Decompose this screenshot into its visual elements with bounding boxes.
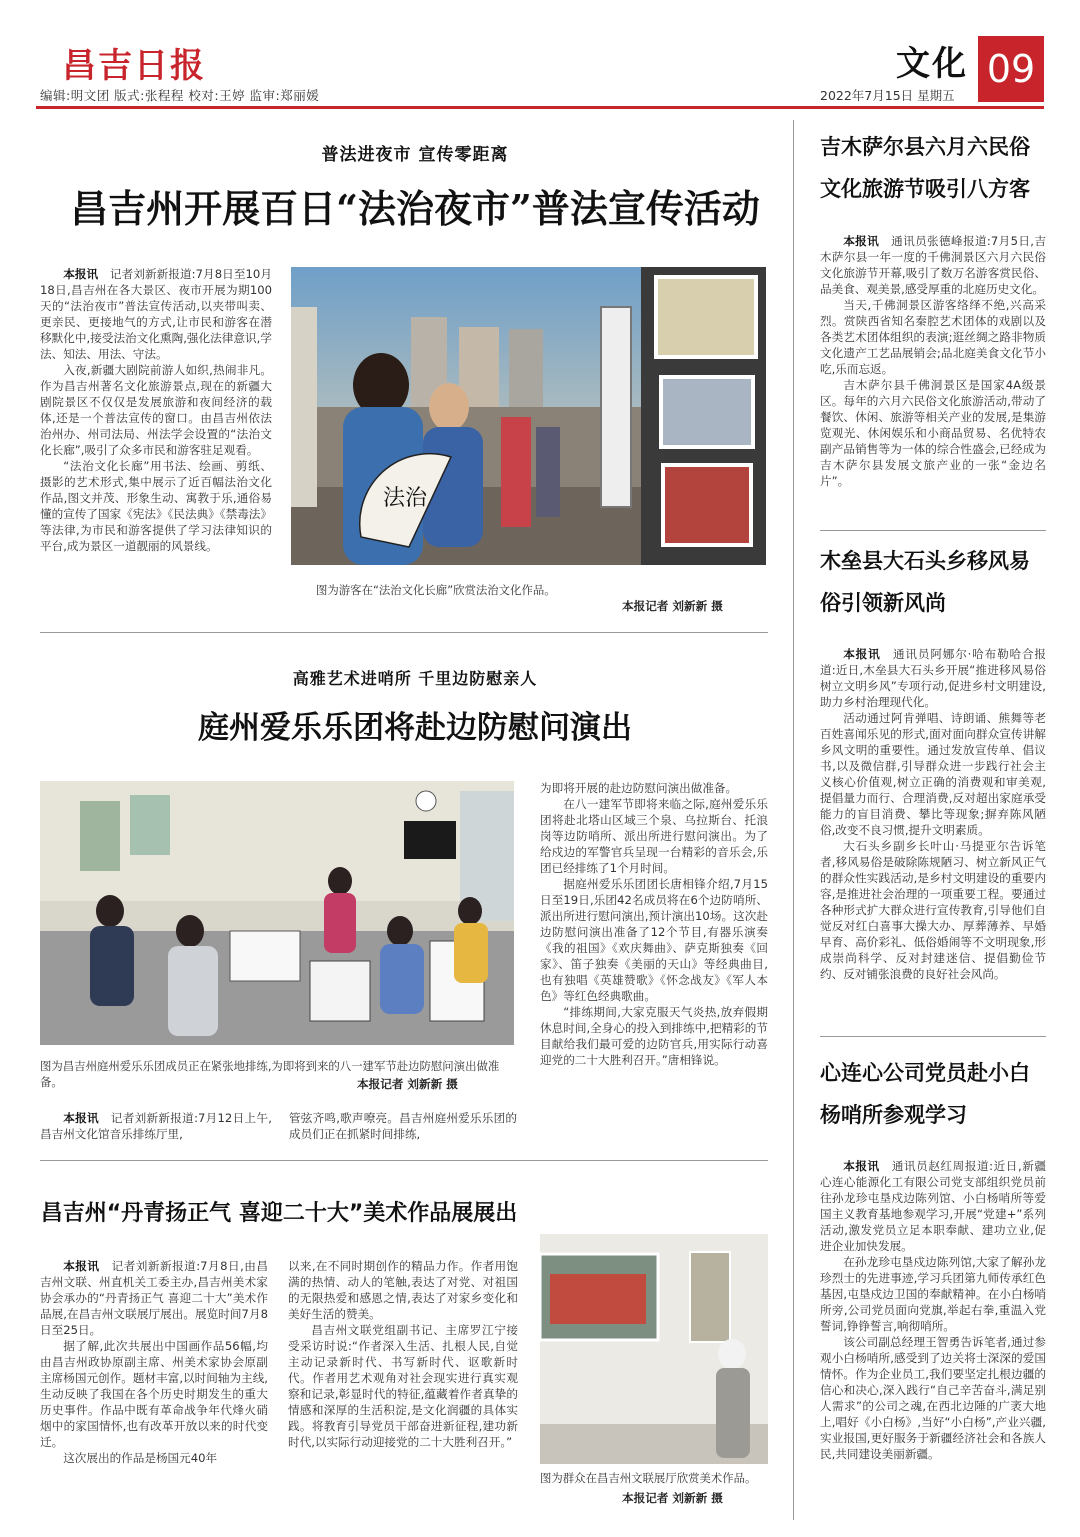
article1-credit: 本报记者 刘新新 摄 (622, 599, 723, 613)
article3-body-col2 (288, 1258, 518, 1520)
sidebar3-text3: 该公司副总经理王智勇告诉笔者,通过参观小白杨哨所,感受到了边关将士深深的爱国情怀。作为企业员工,我们要坚定扎根边疆的信心和决心,深入践行“自己辛苦奋斗,满足别人需求”的公司之魂,在西北边陲的广袤大地上,唱好《小白杨》,当好“小白杨”,产业兴疆,实业报国,更好服务于新疆经济社会和各族人民,共同建设美丽新疆。 (820, 1335, 1046, 1461)
orchestra-rehearsal-photo (40, 781, 514, 1045)
article3-p3: 这次展出的作品是杨国元40年 (63, 1451, 218, 1465)
art-exhibition-photo (540, 1234, 768, 1464)
article2-kicker: 高雅艺术进哨所 千里边防慰亲人 (292, 669, 538, 688)
article2-p1a: 记者刘新新报道:7月12日上午,昌吉州文化馆音乐排练厅里, (40, 1111, 272, 1141)
sidebar3-body (820, 1158, 1046, 1520)
article1-p2: 入夜,新疆大剧院前游人如织,热闹非凡。作为昌吉州著名文化旅游景点,现在的新疆大剧院景区不仅仅是发展旅游和夜间经济的载体,还是一个普法宣传的窗口。由昌吉州依法治州办、州司法局、州法学会设置的“法治文化长廊”,吸引了众多市民和游客驻足观看。 (40, 363, 272, 457)
editor-credits: 编辑:明文团 版式:张程程 校对:王婷 监审:郑丽媛 (40, 88, 320, 103)
night-market-exhibition-photo (291, 267, 766, 565)
sidebar3-text1: 通讯员赵红周报道:近日,新疆心连心能源化工有限公司党支部组织党员前往孙龙珍屯垦戍边陈列馆、小白杨哨所等爱国主义教育基地参观学习,开展“党建+”系列活动,激发党员立足本职奉献、建功立业,促进企业加快发展。 (820, 1159, 1046, 1253)
sidebar1-text3: 吉木萨尔县千佛洞景区是国家4A级景区。每年的六月六民俗文化旅游活动,带动了餐饮、休闲、旅游等相关产业的发展,是集游览观光、休闲娱乐和小商品贸易、名优特农副产品销售等为一体的综合性盛会,已经成为吉木萨尔县发展文旅产业的一张“金边名片”。 (820, 378, 1046, 488)
article2-caption: 图为昌吉州庭州爱乐乐团成员正在紧张地排练,为即将到来的八一建军节赴边防慰问演出做准备。 (40, 1059, 500, 1089)
header-rule (36, 106, 1044, 109)
sidebar2-body (820, 646, 1046, 1022)
article1-headline: 昌吉州开展百日“法治夜市”普法宣传活动 (70, 186, 760, 231)
article3-photo (540, 1234, 768, 1464)
article2-separator (40, 1160, 768, 1161)
sidebar1-text2: 当天,千佛洞景区游客络绎不绝,兴高采烈。赏陕西省知名秦腔艺术团体的戏剧以及各类艺术团体组织的表演;逛丝绸之路非物质文化遗产工艺品展销会;品北庭美食文化节小吃,乐而忘返。 (820, 298, 1046, 376)
sidebar1-title: 吉木萨尔县六月六民俗文化旅游节吸引八方客 (820, 134, 1030, 201)
article1-p3: “法治文化长廊”用书法、绘画、剪纸、摄影的艺术形式,集中展示了近百幅法治文化作品,图文并茂、形象生动、寓教于乐,通俗易懂的宣传了国家《宪法》《民法典》《禁毒法》等法律,为市民和游客提供了学习法律知识的平台,成为景区一道靓丽的风景线。 (40, 459, 272, 553)
article1-separator (40, 632, 768, 633)
article2-body-col2 (289, 1110, 517, 1144)
sidebar1-body (820, 233, 1046, 521)
sidebar2-text2: 活动通过阿肯弹唱、诗朗诵、熊舞等老百姓喜闻乐见的形式,面对面向群众宣传讲解乡风文明的重要性。通过发放宣传单、倡议书,以及微信群,引导群众进一步践行社会主义核心价值观,树立正确的消费观和审美观,提倡量力而行、合理消费,反对超出家庭承受能力的盲目消费、攀比等现象;摒弃陈风陋俗,改变不良习惯,提升文明素质。 (820, 711, 1046, 837)
article3-lead: 本报讯 (63, 1259, 100, 1273)
article3-credit: 本报记者 刘新新 摄 (622, 1491, 723, 1505)
sidebar2-title: 木垒县大石头乡移风易俗引领新风尚 (820, 548, 1030, 615)
sidebar3-title: 心连心公司党员赴小白杨哨所参观学习 (820, 1060, 1030, 1127)
article2-p1b: 管弦齐鸣,歌声嘹亮。昌吉州庭州爱乐乐团的成员们正在抓紧时间排练, (289, 1111, 517, 1141)
page-number-badge (978, 36, 1044, 102)
column-divider (793, 120, 794, 1520)
article2-lead: 本报讯 (63, 1111, 99, 1125)
article2-credit: 本报记者 刘新新 摄 (357, 1077, 458, 1091)
article1-body (40, 266, 272, 636)
article2-body-col3 (540, 780, 768, 1146)
article1-kicker: 普法进夜市 宣传零距离 (321, 145, 509, 165)
sidebar-separator-2 (820, 1036, 1046, 1037)
sidebar3-text2: 在孙龙珍屯垦戍边陈列馆,大家了解孙龙珍烈士的先进事迹,学习兵团第九师传承红色基因,屯垦戍边卫国的奉献精神。在小白杨哨所旁,公司党员面向党旗,举起右拳,重温入党誓词,铮铮誓言,响彻哨所。 (820, 1255, 1046, 1333)
article3-p1: 记者刘新新报道:7月8日,由昌吉州文联、州直机关工委主办,昌吉州美术家协会承办的“丹青扬正气 喜迎二十大”美术作品展,在昌吉州文联展厅展出。展览时间7月8日至25日。 (40, 1259, 268, 1337)
sidebar1-text1: 通讯员张德峰报道:7月5日,吉木萨尔县一年一度的千佛洞景区六月六民俗文化旅游节开幕,吸引了数万名游客赏民俗、品美食、观美景,感受厚重的北庭历史文化。 (820, 234, 1046, 296)
article2-headline: 庭州爱乐乐团将赴边防慰问演出 (198, 710, 632, 746)
article1-caption: 图为游客在“法治文化长廊”欣赏法治文化作品。 (316, 583, 556, 597)
article2-body-col1 (40, 1110, 272, 1144)
issue-date: 2022年7月15日 星期五 (820, 88, 955, 103)
section-name: 文化 (896, 44, 968, 84)
article2-p4: “排练期间,大家克服天气炎热,放弃假期休息时间,全身心的投入到排练中,把精彩的节目献给我们最可爱的边防官兵,用实际行动喜迎党的二十大胜利召开。”唐相锋说。 (540, 1005, 768, 1067)
sidebar2-lead: 本报讯 (843, 647, 881, 661)
newspaper-masthead: 昌吉日报 (62, 46, 206, 86)
article3-col2b: 昌吉州文联党组副书记、主席罗江宁接受采访时说:“作者深入生活、扎根人民,自觉主动记录新时代、书写新时代、讴歌新时代。作者用艺术观角对社会现实进行真实观察和记录,彰显时代的特征,蕴藏着作者真挚的情感和深厚的生活积淀,是文化润疆的具体实践。将教育引导党员干部奋进新征程,建功新时代,以实际行动迎接党的二十大胜利召开。” (288, 1323, 518, 1449)
article3-body-col1 (40, 1258, 268, 1520)
article1-lead: 本报讯 (63, 267, 99, 281)
fan-calligraphy: 法治 (383, 486, 428, 511)
article3-headline: 昌吉州“丹青扬正气 喜迎二十大”美术作品展展出 (40, 1201, 518, 1226)
article3-col2a: 以来,在不同时期创作的精品力作。作者用饱满的热情、动人的笔触,表达了对党、对祖国的无限热爱和感恩之情,表达了对家乡变化和美好生活的赞美。 (288, 1259, 518, 1321)
page-number: 09 (986, 47, 1036, 91)
article2-p3: 据庭州爱乐乐团团长唐相锋介绍,7月15日至19日,乐团42名成员将在6个边防哨所、派出所进行慰问演出,预计演出10场。这次赴边防慰问演出准备了12个节目,有器乐演奏《我的祖国》《欢庆舞曲》、萨克斯独奏《回家》、笛子独奏《美丽的天山》等经典曲目,也有独唱《英雄赞歌》《怀念战友》《军人本色》等红色经典歌曲。 (540, 877, 768, 1003)
sidebar2-text3: 大石头乡副乡长叶山·马提亚尔告诉笔者,移风易俗是破除陈规陋习、树立新风正气的群众性实践活动,是乡村文明建设的重要内容,是推进社会治理的一项重要工程。要通过各种形式扩大群众进行宣传教育,引导他们自觉反对红白喜事大操大办、厚葬薄养、早婚早育、高价彩礼、低俗婚闹等不文明现象,形成崇尚科学、反对封建迷信、提倡勤俭节约、反对铺张浪费的良好社会风尚。 (820, 839, 1046, 981)
sidebar2-text1: 通讯员阿娜尔·哈布勒哈合报道:近日,木垒县大石头乡开展“推进移风易俗 树立文明乡风”专项行动,促进乡村文明建设,助力乡村治理现代化。 (820, 647, 1046, 709)
sidebar3-lead: 本报讯 (843, 1159, 880, 1173)
article1-p1: 记者刘新新报道:7月8日至10月18日,昌吉州在各大景区、夜市开展为期100天的“法治夜市”普法宣传活动,以夹带叫卖、更亲民、更接地气的方式,让市民和游客在潜移默化中,接受法治文化熏陶,强化法律意识,学法、知法、用法、守法。 (40, 267, 272, 361)
sidebar1-lead: 本报讯 (843, 234, 880, 248)
article1-photo (291, 267, 766, 565)
article3-p2: 据了解,此次共展出中国画作品56幅,均由昌吉州政协原副主席、州美术家协会原副主席杨国元创作。题材丰富,以时间轴为主线,生动反映了我国在各个历史时期发生的重大历史事件。作品中既有革命战争年代烽火硝烟中的家国情怀,也有改革开放以来的时代变迁。 (40, 1339, 268, 1449)
article2-photo (40, 781, 514, 1045)
article2-col3: 为即将开展的赴边防慰问演出做准备。 (540, 781, 738, 795)
article3-caption: 图为群众在昌吉州文联展厅欣赏美术作品。 (540, 1471, 757, 1485)
article2-p2: 在八一建军节即将来临之际,庭州爱乐乐团将赴北塔山区域三个泉、乌拉斯台、托浪岗等边防哨所、派出所进行慰问演出。为了给戍边的军警官兵呈现一台精彩的音乐会,乐团已经排练了1个月时间。 (540, 797, 768, 875)
sidebar-separator-1 (820, 530, 1046, 531)
